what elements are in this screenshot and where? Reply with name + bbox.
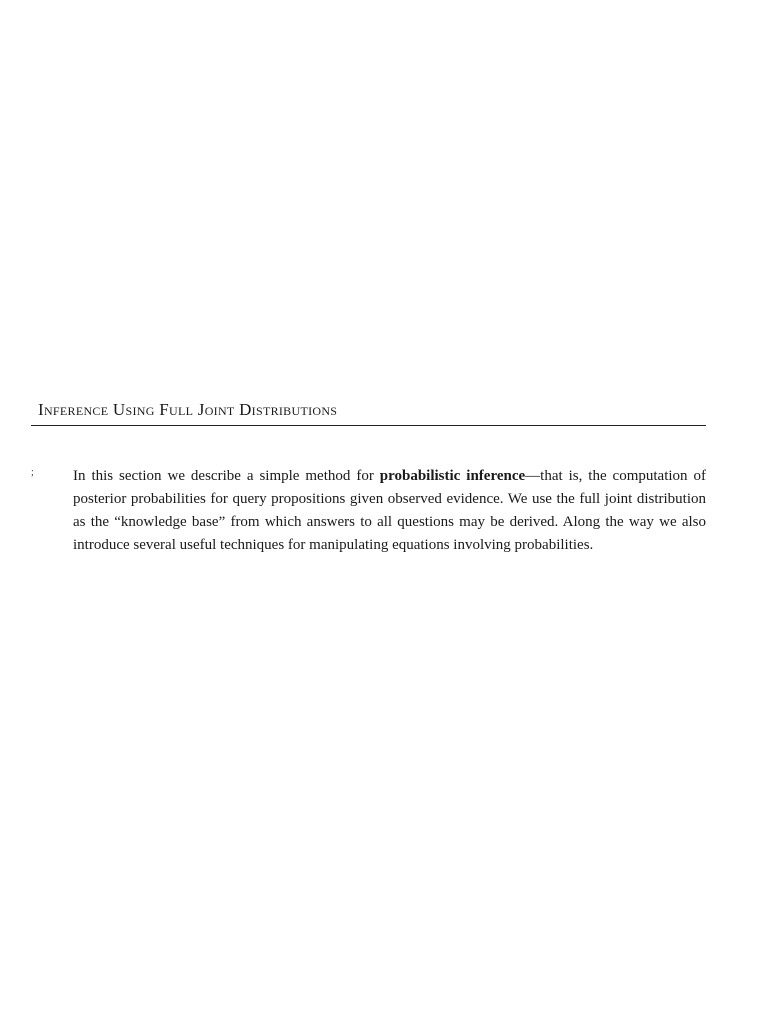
body-paragraph: [73, 465, 706, 557]
paragraph-lead: In this section we describe a simple method for: [73, 468, 380, 484]
section-title: Inference Using Full Joint Distributions: [38, 400, 338, 419]
margin-mark: ;: [31, 467, 34, 478]
paragraph-rest: —that is, the computation of posterior probabilities for query propositions given observed evidence. We use the full joint distribution as the “knowledge base” from which answers to all questions may be derived. Along the way we also introduce several useful techniques for manipulating equations involving probabilities.: [73, 468, 706, 553]
section-heading: [31, 398, 706, 426]
paragraph-key-term: probabilistic inference: [379, 468, 526, 484]
